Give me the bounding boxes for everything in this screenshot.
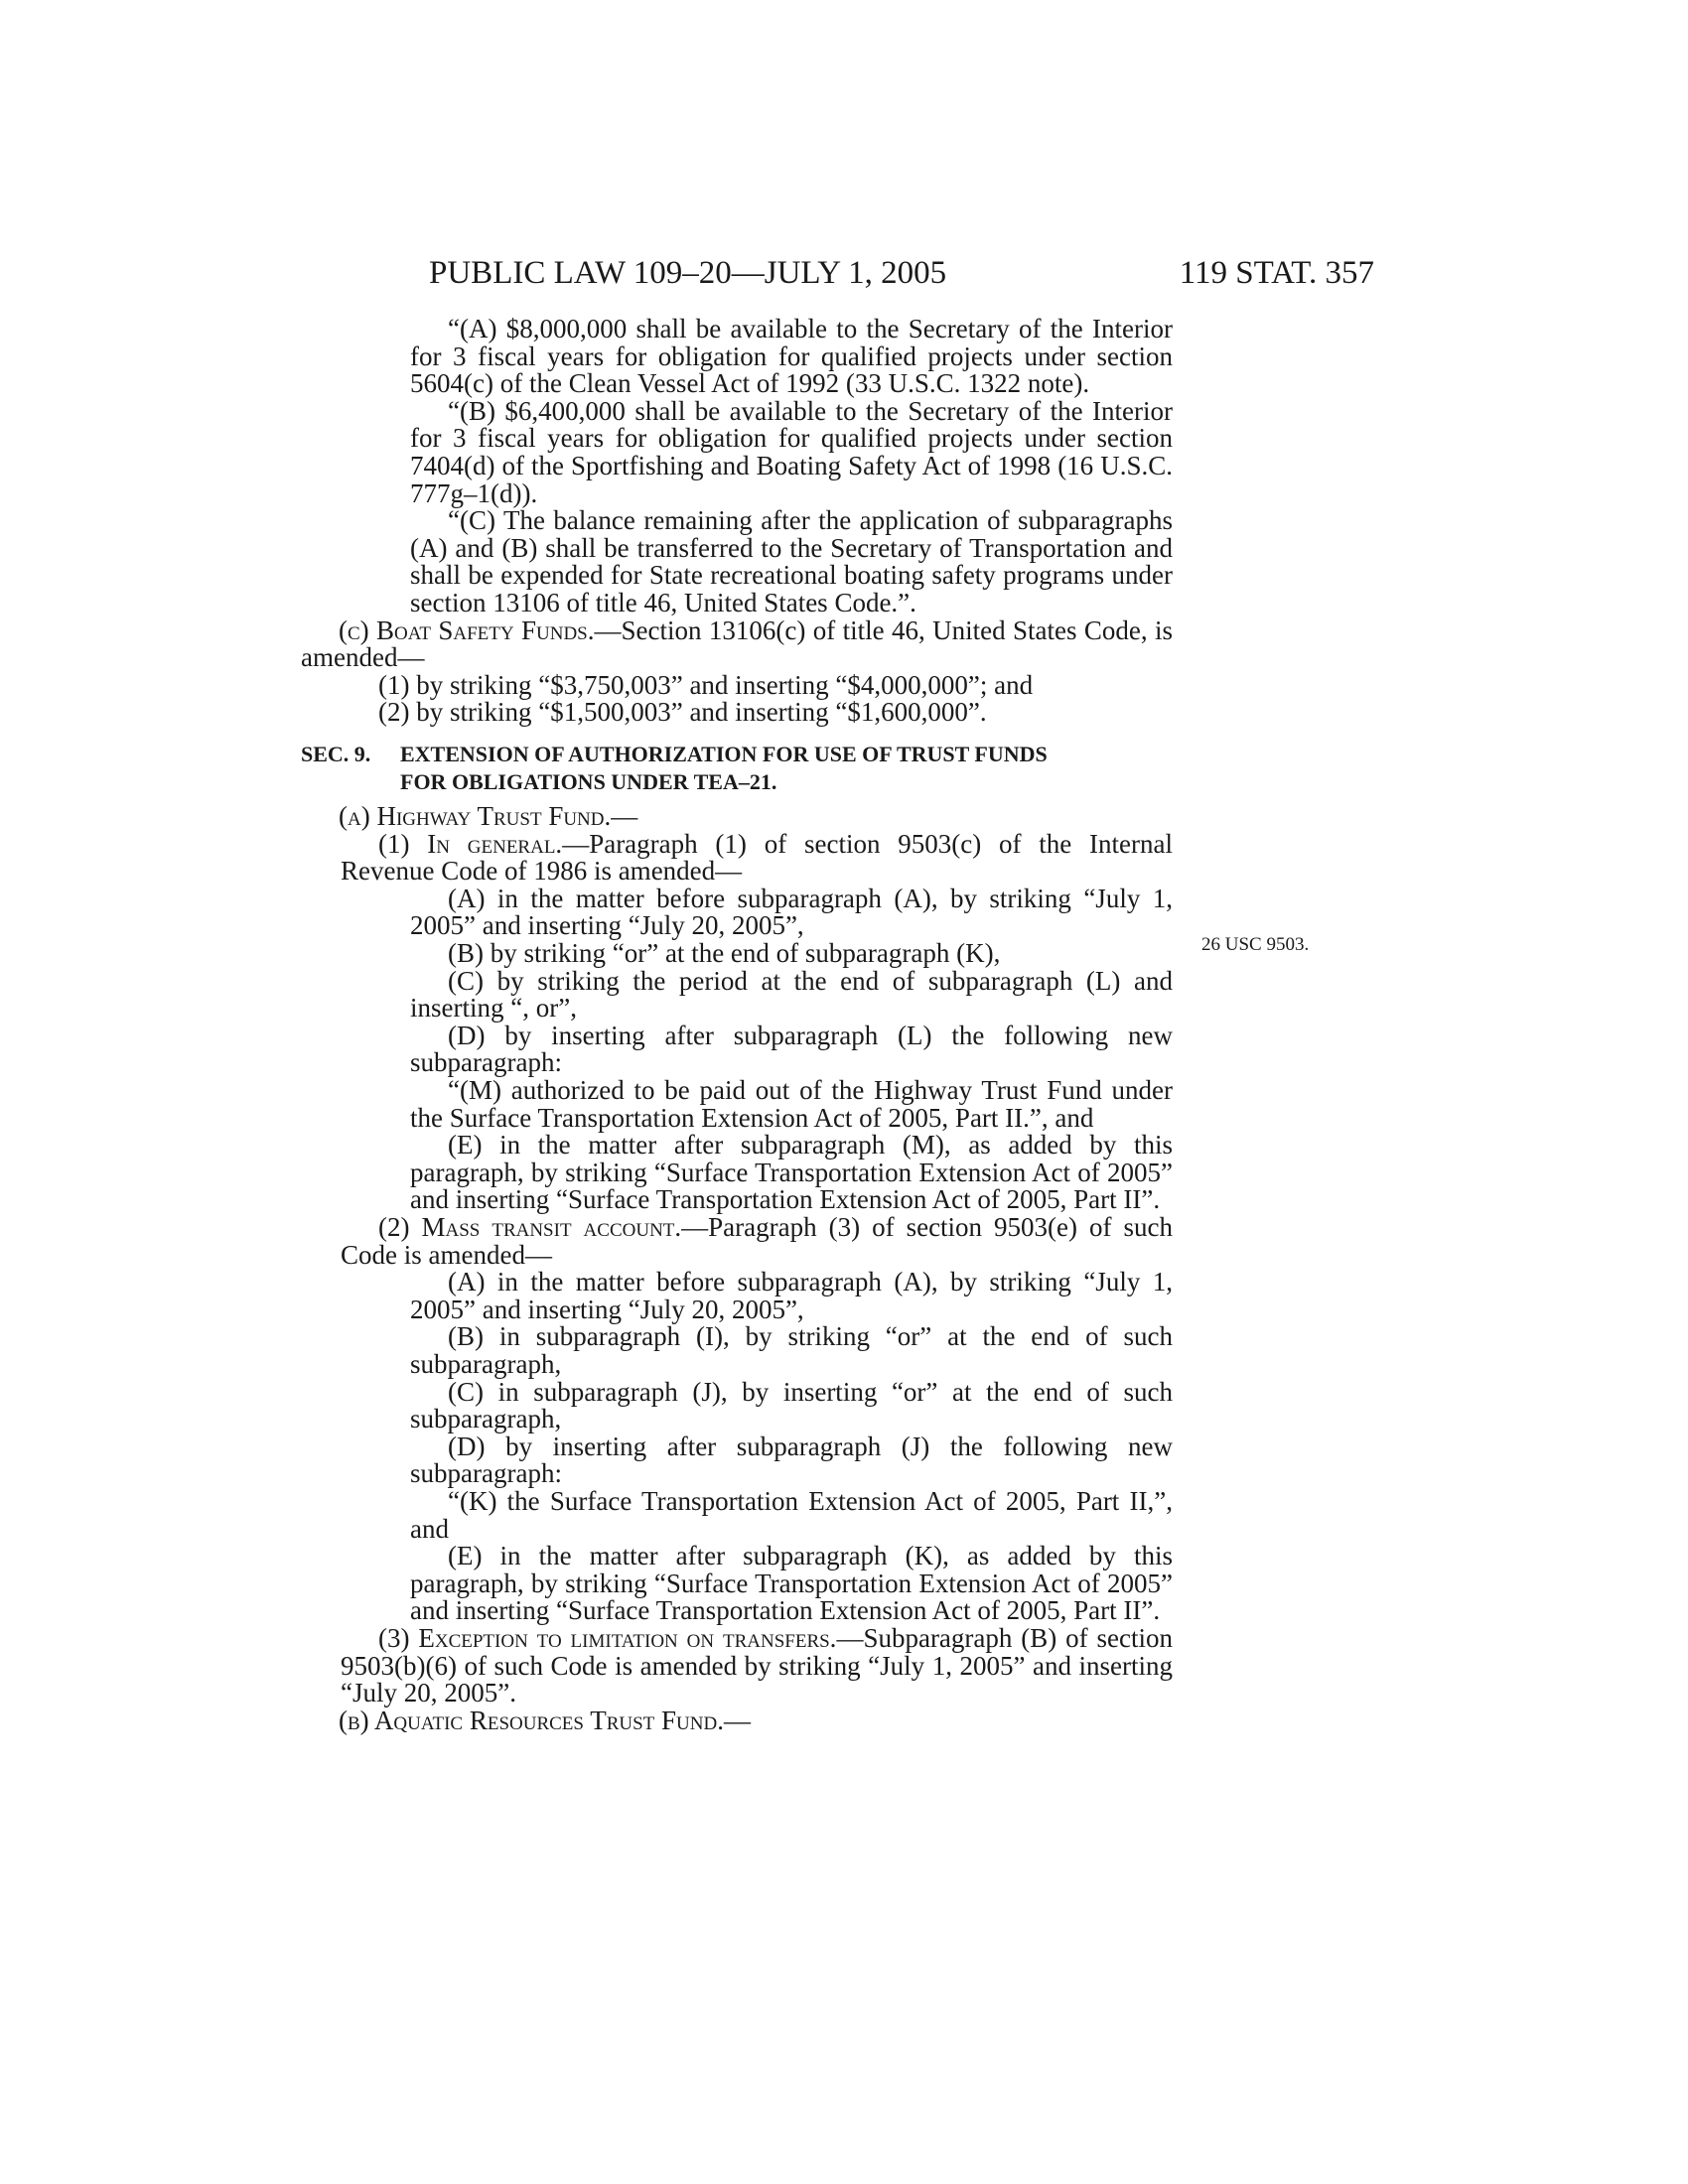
paragraph: (a) Highway Trust Fund.— [339, 801, 638, 832]
header-page-number: 119 STAT. 357 [1179, 255, 1374, 291]
paragraph-heading: (1) In general. [378, 828, 563, 859]
paragraph: “(M) authorized to be paid out of the Highway Trust Fund under the Surface Transportation Extension Act of 2005, Part II.”, and [410, 1075, 1173, 1133]
paragraph: “(K) the Surface Transportation Extension Act of 2005, Part II,”, and [410, 1485, 1173, 1544]
margin-citation: 26 USC 9503. [1201, 934, 1310, 955]
paragraph: “(C) The balance remaining after the application of subparagraphs (A) and (B) shall be transferred to the Secretary of Transportation and shall be expended for State recreational boating safety programs under section 13106 of title 46, United States Code.”. [410, 505, 1173, 617]
paragraph-text: —Subparagraph (B) of section 9503(b)(6) of such Code is amended by striking “July 1, 2005” and inserting “July 20, 2005”. [341, 1622, 1173, 1708]
section-number: SEC. 9. [301, 741, 371, 766]
paragraph: (E) in the matter after subparagraph (M), as added by this paragraph, by striking “Surface Transportation Extension Act of 2005” and inserting “Surface Transportation Extension Act of 2005, Part II”. [410, 1130, 1173, 1215]
paragraph: (B) in subparagraph (I), by striking “or” at the end of such subparagraph, [410, 1321, 1173, 1379]
section-heading [301, 741, 1173, 795]
paragraph [301, 828, 1173, 887]
paragraph-text: —Paragraph (1) of section 9503(c) of the Internal Revenue Code of 1986 is amended— [341, 828, 1173, 887]
paragraph: (C) by striking the period at the end of subparagraph (L) and inserting “, or”, [410, 965, 1173, 1024]
paragraph-text: —Section 13106(c) of title 46, United States Code, is amended— [301, 614, 1173, 673]
running-header [429, 248, 1374, 298]
paragraph: (B) by striking “or” at the end of subparagraph (K), [448, 938, 1001, 969]
paragraph [301, 1622, 1173, 1708]
paragraph: (D) by inserting after subparagraph (L) the following new subparagraph: [410, 1020, 1173, 1078]
paragraph-heading: (c) Boat Safety Funds. [339, 614, 595, 645]
paragraph: (A) in the matter before subparagraph (A), by striking “July 1, 2005” and inserting “July 20, 2005”, [410, 883, 1173, 941]
paragraph-heading: (2) Mass transit account. [378, 1212, 682, 1242]
paragraph: (C) in subparagraph (J), by inserting “or” at the end of such subparagraph, [410, 1376, 1173, 1434]
section-title-line-2: FOR OBLIGATIONS UNDER TEA–21. [400, 768, 777, 794]
paragraph: (b) Aquatic Resources Trust Fund.— [339, 1705, 751, 1735]
paragraph [301, 614, 1173, 673]
paragraph: (D) by inserting after subparagraph (J) the following new subparagraph: [410, 1431, 1173, 1489]
header-title: PUBLIC LAW 109–20—JULY 1, 2005 [429, 255, 947, 291]
paragraph [301, 1214, 1173, 1269]
paragraph: (E) in the matter after subparagraph (K), as added by this paragraph, by striking “Surface Transportation Extension Act of 2005” and inserting “Surface Transportation Extension Act of 2005, Part II”. [410, 1541, 1173, 1626]
paragraph: (A) in the matter before subparagraph (A), by striking “July 1, 2005” and inserting “July 20, 2005”, [410, 1267, 1173, 1324]
paragraph: “(B) $6,400,000 shall be available to the Secretary of the Interior for 3 fiscal years for obligation for qualified projects under section 7404(d) of the Sportfishing and Boating Safety Act of 1998 (16 U.S.C. 777g–1(d)). [410, 395, 1173, 508]
paragraph: (1) by striking “$3,750,003” and inserting “$4,000,000”; and [378, 669, 1034, 700]
paragraph-text: —Paragraph (3) of section 9503(e) of such Code is amended— [341, 1212, 1173, 1270]
document-body [301, 316, 1173, 1734]
paragraph-heading: (3) Exception to limitation on transfers. [378, 1622, 837, 1653]
paragraph: “(A) $8,000,000 shall be available to the Secretary of the Interior for 3 fiscal years for obligation for qualified projects under section 5604(c) of the Clean Vessel Act of 1992 (33 U.S.C. 1322 note). [410, 314, 1173, 399]
paragraph: (2) by striking “$1,500,003” and inserting “$1,600,000”. [378, 697, 987, 728]
section-title-line-1: EXTENSION OF AUTHORIZATION FOR USE OF TRUST FUNDS [400, 741, 1048, 766]
